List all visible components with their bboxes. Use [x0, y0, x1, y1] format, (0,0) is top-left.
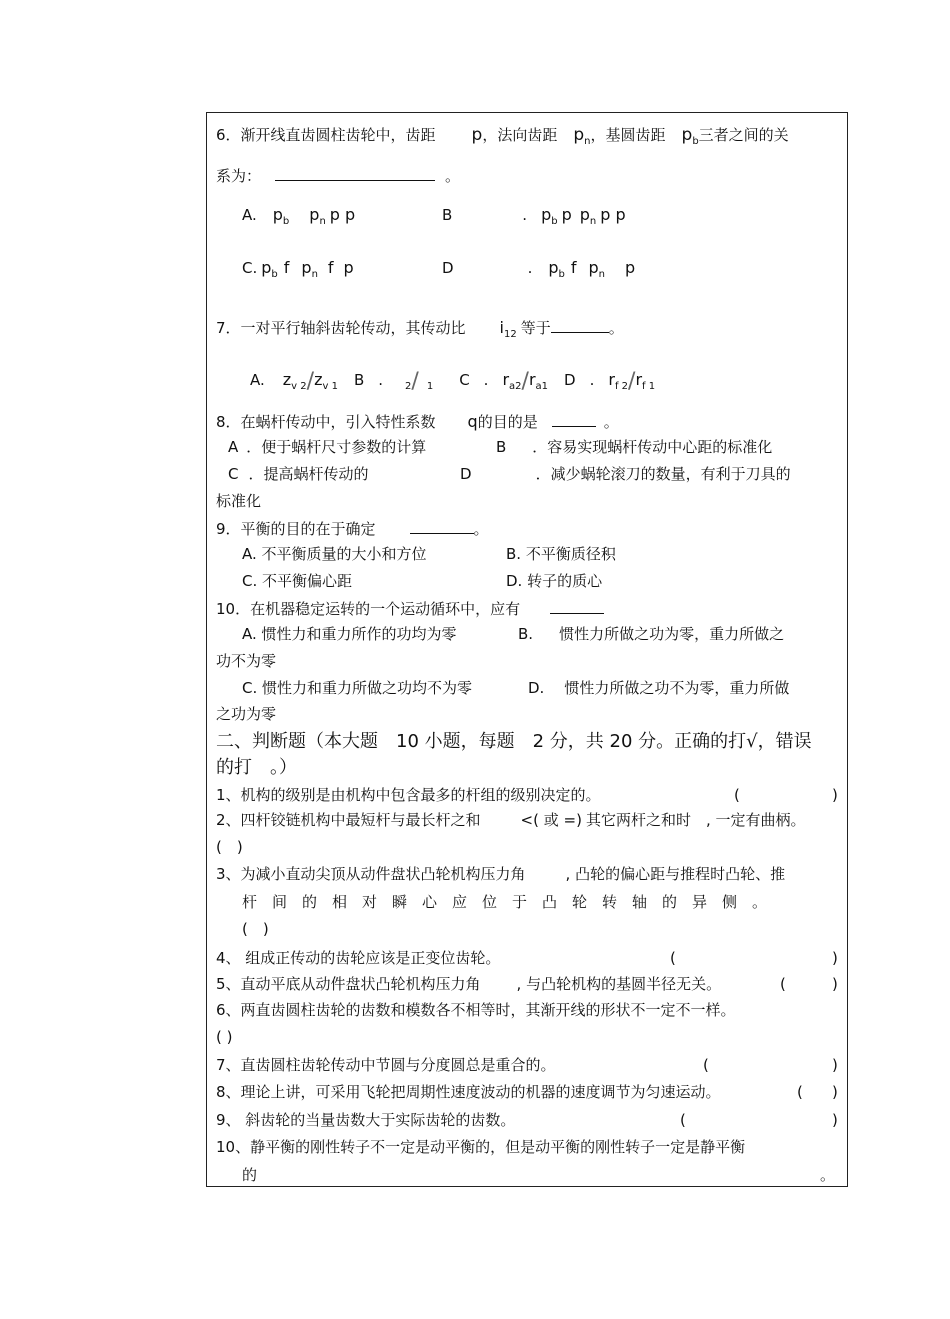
q8-option-d-wrap: 标准化 — [216, 492, 262, 510]
judge-item-6-paren: ( ) — [216, 1028, 233, 1046]
judge-item-6: 6、两直齿圆柱齿轮的齿数和模数各不相等时，其渐开线的形状不一定不一样。 — [216, 1001, 736, 1019]
judge-item-1: 1、机构的级别是由机构中包含最多的杆组的级别决定的。 — [216, 786, 601, 804]
judge-7-paren-open: ( — [703, 1056, 709, 1074]
judge-item-7: 7、直齿圆柱齿轮传动中节圆与分度圆总是重合的。 — [216, 1056, 556, 1074]
q10-option-b-wrap: 功不为零 — [216, 652, 277, 670]
q6-answer-blank — [275, 166, 435, 181]
judge-item-10: 10、静平衡的刚性转子不一定是动平衡的，但是动平衡的刚性转子一定是静平衡 — [216, 1138, 746, 1156]
q9-answer-blank — [410, 519, 474, 534]
judge-item-8: 8、理论上讲，可采用飞轮把周期性速度波动的机器的速度调节为匀速运动。 — [216, 1083, 721, 1101]
section2-title: 二、判断题（本大题 10 小题，每题 2 分，共 20 分。正确的打√，错误 — [216, 731, 812, 752]
q9-option-a: A. 不平衡质量的大小和方位 — [242, 545, 427, 563]
judge-item-3-paren: ( ) — [242, 920, 269, 938]
judge-1-paren-open: ( — [734, 786, 740, 804]
q6-option-c: C. $p_b$ f $p_n$ f p — [242, 258, 354, 280]
q10-option-c: C. 惯性力和重力所做之功均不为零 — [242, 679, 473, 697]
judge-5-paren-close: ) — [832, 975, 838, 993]
q6-line1: 6．渐开线直齿圆柱齿轮中，齿距 p，法向齿距 $p_n$，基圆齿距 $p_b$三者之间的关 — [216, 125, 789, 147]
q9-option-c: C. 不平衡偏心距 — [242, 572, 353, 590]
q9-option-b: B. 不平衡质径积 — [506, 545, 616, 563]
judge-item-9: 9、 斜齿轮的当量齿数大于实际齿轮的齿数。 — [216, 1111, 516, 1129]
q6-option-a: A. $p_b$ $p_n$ p p — [242, 205, 356, 227]
judge-9-paren-open: ( — [680, 1111, 686, 1129]
q7-answer-blank — [551, 318, 609, 333]
q8-option-d: D ．减少蜗轮滚刀的数量，有利于刀具的 — [460, 465, 791, 483]
q10-option-a: A. 惯性力和重力所作的功均为零 — [242, 625, 457, 643]
q7-options: A. $z_{v 2}/z_{v 1}$ B . $_2$/ $_1$ C . $r_{a2}/r_{a1}$ D . $r_{f 2}/r_{f 1}$ — [250, 369, 656, 394]
judge-4-paren-close: ) — [832, 949, 838, 967]
section2-title-wrap: 的打 。） — [216, 757, 297, 778]
judge-5-paren-open: ( — [780, 975, 786, 993]
judge-item-10-end: 。 — [820, 1166, 836, 1184]
judge-item-4: 4、 组成正传动的齿轮应该是正变位齿轮。 — [216, 949, 501, 967]
judge-item-10-line2: 的 — [242, 1166, 258, 1184]
q8-stem: 8．在蜗杆传动中，引入特性系数 q的目的是 。 — [216, 412, 619, 431]
q8-option-a: A ．便于蜗杆尺寸参数的计算 — [228, 438, 427, 456]
q8-answer-blank — [552, 412, 596, 427]
q7-stem: 7．一对平行轴斜齿轮传动，其传动比 $i_{12}$ 等于 。 — [216, 318, 624, 340]
q10-option-d: D. 惯性力所做之功不为零，重力所做 — [528, 679, 790, 697]
judge-item-3-line2: 杆 间 的 相 对 瞬 心 应 位 于 凸 轮 转 轴 的 异 侧 。 — [242, 893, 768, 911]
q8-option-b: B ．容易实现蜗杆传动中心距的标准化 — [496, 438, 773, 456]
judge-9-paren-close: ) — [832, 1111, 838, 1129]
judge-4-paren-open: ( — [670, 949, 676, 967]
judge-1-paren-close: ) — [832, 786, 838, 804]
judge-8-paren-close: ) — [832, 1083, 838, 1101]
q6-option-b: B . $p_b$ p $p_n$ p p — [442, 205, 626, 227]
q10-option-d-wrap: 之功为零 — [216, 705, 277, 723]
judge-item-2: 2、四杆铰链机构中最短杆与最长杆之和 <( 或 =) 其它两杆之和时 , 一定有曲柄。 — [216, 811, 806, 829]
judge-8-paren-open: ( — [797, 1083, 803, 1101]
q9-option-d: D. 转子的质心 — [506, 572, 603, 590]
q8-option-c: C ．提高蜗杆传动的 — [228, 465, 369, 483]
q6-line2: 系为： 。 — [216, 167, 461, 185]
q6-option-d: D . $p_b$ f $p_n$ p — [442, 258, 636, 280]
q10-answer-blank — [550, 599, 604, 614]
judge-item-2-paren: ( ) — [216, 838, 243, 856]
judge-item-5: 5、直动平底从动件盘状凸轮机构压力角 , 与凸轮机构的基圆半径无关。 — [216, 975, 722, 993]
q10-stem: 10．在机器稳定运转的一个运动循环中，应有 — [216, 599, 604, 618]
judge-7-paren-close: ) — [832, 1056, 838, 1074]
q9-stem: 9．平衡的目的在于确定 。 — [216, 520, 489, 538]
judge-item-3: 3、为减小直动尖顶从动件盘状凸轮机构压力角 , 凸轮的偏心距与推程时凸轮、推 — [216, 865, 786, 883]
q10-option-b: B. 惯性力所做之功为零，重力所做之 — [518, 625, 785, 643]
